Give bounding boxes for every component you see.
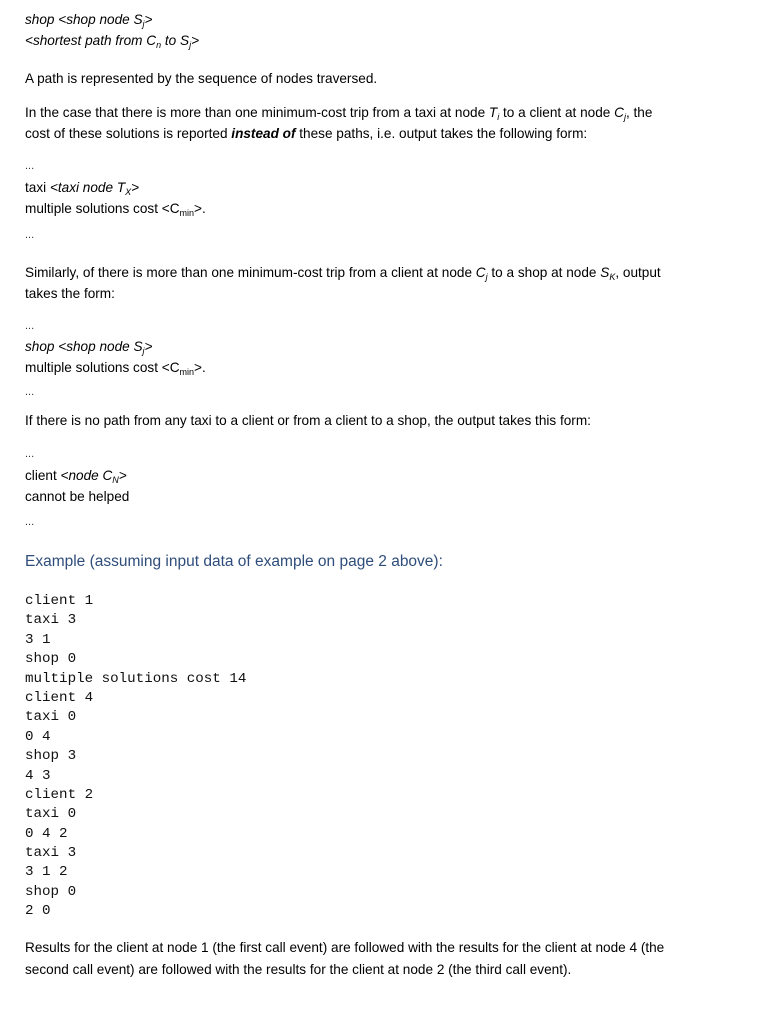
client-node-symbol: C xyxy=(614,105,624,120)
client-node-subscript: N xyxy=(112,475,119,485)
output-line: shop 0 xyxy=(25,883,77,900)
text-run: Similarly, of there is more than one minimum-cost trip from a client at node xyxy=(25,265,476,280)
text-run: In the case that there is more than one minimum-cost trip from a taxi at node xyxy=(25,105,489,120)
shop-node-subscript: K xyxy=(609,272,616,282)
text-run: to a client at node xyxy=(499,105,615,120)
example-heading: Example (assuming input data of example on page 2 above): xyxy=(25,553,443,570)
taxi-keyword: taxi xyxy=(25,180,50,195)
ellipsis: ... xyxy=(25,386,35,398)
taxi-node-subscript: X xyxy=(125,187,132,197)
multiple-solutions-cost-line xyxy=(25,200,206,219)
client-node-subscript: j xyxy=(623,112,626,122)
output-line: client 1 xyxy=(25,593,94,609)
output-line: multiple solutions cost 14 xyxy=(25,670,247,687)
results-paragraph-line-2: second call event) are followed with the results for the client at node 2 (the third call event). xyxy=(25,962,572,977)
client-node-prefix: <node C xyxy=(60,468,113,483)
path-description-paragraph: A path is represented by the sequence of nodes traversed. xyxy=(25,71,378,86)
output-line: 2 0 xyxy=(25,903,51,920)
cost-prefix: multiple solutions cost <C xyxy=(25,360,180,375)
ellipsis: ... xyxy=(25,516,35,528)
shop-node-suffix: > xyxy=(144,339,153,354)
output-line: 4 3 xyxy=(25,767,51,784)
shop-node-symbol: S xyxy=(600,265,610,280)
ellipsis: ... xyxy=(25,320,35,332)
cost-subscript: min xyxy=(179,208,195,218)
output-line: shop 0 xyxy=(25,651,77,668)
client-keyword: client xyxy=(25,468,61,483)
ellipsis: ... xyxy=(25,160,35,172)
cost-suffix: >. xyxy=(194,360,206,375)
taxi-node-subscript: i xyxy=(497,112,500,122)
output-line: shop 3 xyxy=(25,748,77,765)
results-paragraph-line-1: Results for the client at node 1 (the first call event) are followed with the results for the client at node 4 (the xyxy=(25,940,665,955)
ellipsis: ... xyxy=(25,229,35,241)
client-node-symbol: C xyxy=(475,265,486,280)
multi-shop-paragraph-line-1 xyxy=(25,264,661,283)
output-line: taxi 3 xyxy=(25,845,77,862)
shop-node-subscript: j xyxy=(142,19,145,29)
shop-node-suffix: > xyxy=(144,12,153,27)
text-run: , the xyxy=(625,105,653,120)
text-run: these paths, i.e. output takes the following form: xyxy=(295,126,588,141)
shop-node-prefix: <shop node S xyxy=(58,12,143,27)
output-line: 0 4 xyxy=(25,728,51,745)
ellipsis: ... xyxy=(25,448,35,460)
output-line: 3 1 xyxy=(25,631,51,648)
path-prefix: <shortest path from C xyxy=(25,33,157,48)
client-format-line xyxy=(25,467,127,486)
output-line: 3 1 2 xyxy=(25,864,68,881)
example-output-block xyxy=(25,592,246,922)
taxi-node-symbol: T xyxy=(488,105,498,120)
multi-shop-paragraph-line-2: takes the form: xyxy=(25,286,115,301)
cost-suffix: >. xyxy=(194,201,206,216)
output-line: taxi 3 xyxy=(25,612,77,629)
shortest-path-format-line xyxy=(25,32,199,51)
output-line: 0 4 2 xyxy=(25,825,68,842)
client-node-suffix: > xyxy=(118,468,127,483)
multi-taxi-paragraph-line-2 xyxy=(25,125,587,143)
path-sub-j: j xyxy=(189,40,192,50)
shop-keyword: shop xyxy=(25,12,55,27)
taxi-node-suffix: > xyxy=(131,180,140,195)
path-sub-n: n xyxy=(156,40,162,50)
output-line: taxi 0 xyxy=(25,709,77,726)
taxi-format-line xyxy=(25,179,139,198)
text-run: cost of these solutions is reported xyxy=(25,126,232,141)
emphasis-instead-of: instead of xyxy=(231,126,296,141)
no-path-paragraph: If there is no path from any taxi to a client or from a client to a shop, the output takes this form: xyxy=(25,413,591,428)
cannot-be-helped-line: cannot be helped xyxy=(25,489,130,504)
multiple-solutions-cost-line-2 xyxy=(25,359,206,378)
output-line: client 4 xyxy=(25,689,94,706)
path-suffix: > xyxy=(191,33,200,48)
client-node-subscript: j xyxy=(485,272,488,282)
shop-node-subscript: j xyxy=(142,346,145,356)
text-run: , output xyxy=(615,265,661,280)
cost-subscript: min xyxy=(179,367,195,377)
text-run: to a shop at node xyxy=(487,265,601,280)
shop-format-line xyxy=(25,11,153,30)
path-mid: to S xyxy=(161,33,190,48)
shop-node-prefix: <shop node S xyxy=(58,339,143,354)
output-line: client 2 xyxy=(25,786,94,803)
output-line: taxi 0 xyxy=(25,806,77,823)
multi-taxi-paragraph-line-1 xyxy=(25,104,652,123)
taxi-node-prefix: <taxi node T xyxy=(49,180,126,195)
shop-keyword: shop xyxy=(25,339,59,354)
shop-format-line-2 xyxy=(25,338,153,357)
cost-prefix: multiple solutions cost <C xyxy=(25,201,180,216)
